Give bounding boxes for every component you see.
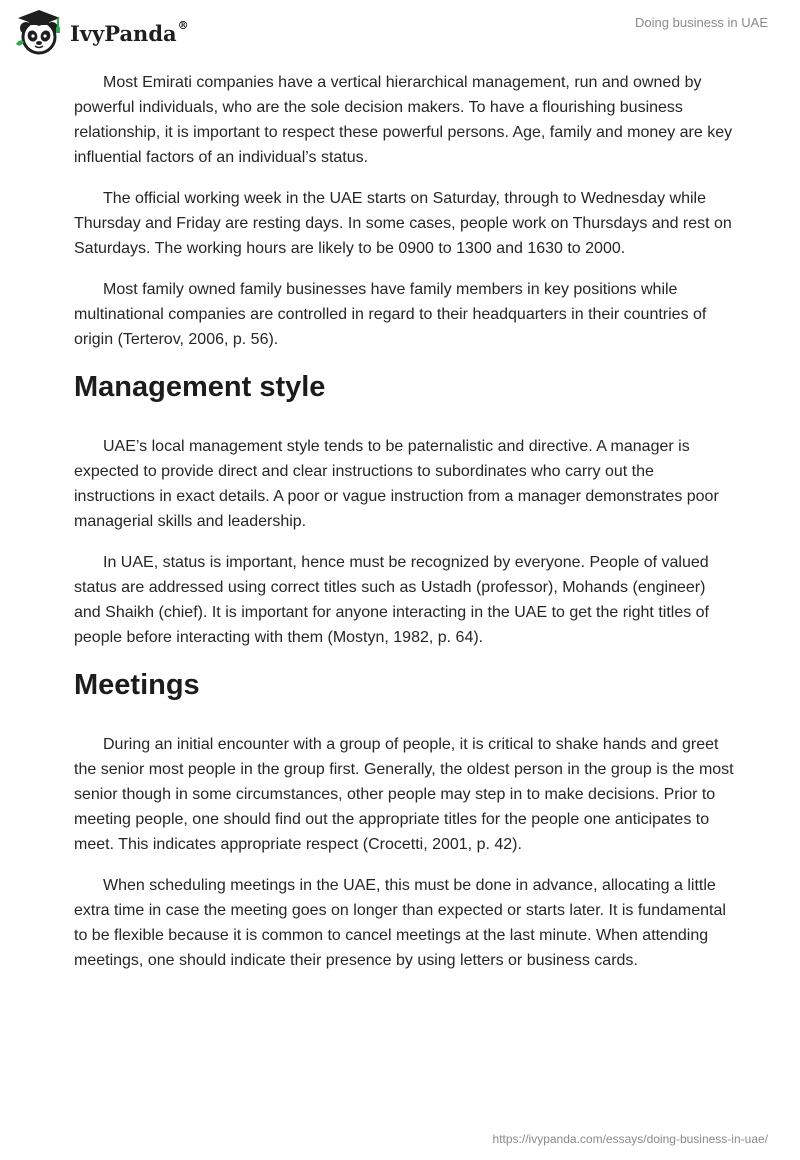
- paragraph: UAE’s local management style tends to be paternalistic and directive. A manager is expected to provide direct and clear instructions to subordinates who carry out the instructions in exact details. A poor or vague instruction from a manager demonstrates poor managerial skills and leadership.: [74, 438, 719, 530]
- paragraph: Most Emirati companies have a vertical hierarchical management, run and owned by powerful individuals, who are the sole decision makers. To have a flourishing business relationship, it is important to respect these powerful persons. Age, family and money are key influential factors of an individual’s status.: [74, 74, 733, 166]
- section-heading-management-style: Management style: [74, 371, 326, 403]
- paragraph: Most family owned family businesses have family members in key positions while multinational companies are controlled in regard to their headquarters in their countries of origin (Terterov, 2006, p. 56).: [74, 281, 707, 348]
- essay-body: [74, 70, 734, 989]
- registered-mark: ®: [177, 18, 189, 32]
- section-heading-meetings: Meetings: [74, 669, 200, 701]
- paragraph: The official working week in the UAE starts on Saturday, through to Wednesday while Thursday and Friday are resting days. In some cases, people work on Thursdays and rest on Saturdays. The working hours are likely to be 0900 to 1300 and 1630 to 2000.: [74, 190, 732, 257]
- paragraph: When scheduling meetings in the UAE, this must be done in advance, allocating a little extra time in case the meeting goes on longer than expected or starts later. It is fundamental to be flexible because it is common to cancel meetings at the last minute. When attending meetings, one should indicate their presence by using letters or business cards.: [74, 877, 726, 969]
- ivypanda-logo[interactable]: [14, 8, 189, 56]
- brand-name: IvyPanda®: [70, 18, 189, 46]
- source-url[interactable]: https://ivypanda.com/essays/doing-business-in-uae/: [492, 1132, 768, 1146]
- page-header: [0, 0, 800, 64]
- paragraph: In UAE, status is important, hence must be recognized by everyone. People of valued status are addressed using correct titles such as Ustadh (professor), Mohands (engineer) and Shaikh (chief). It is important for anyone interacting in the UAE to get the right titles of people before interacting with them (Mostyn, 1982, p. 64).: [74, 554, 709, 646]
- paragraph: During an initial encounter with a group of people, it is critical to shake hands and greet the senior most people in the group first. Generally, the oldest person in the group is the most senior though in some circumstances, other people may step in to make decisions. Prior to meeting people, one should find out the appropriate titles for the people one anticipates to meet. This indicates appropriate respect (Crocetti, 2001, p. 42).: [74, 736, 734, 853]
- panda-graduate-icon: [14, 8, 64, 56]
- document-title: Doing business in UAE: [635, 15, 768, 30]
